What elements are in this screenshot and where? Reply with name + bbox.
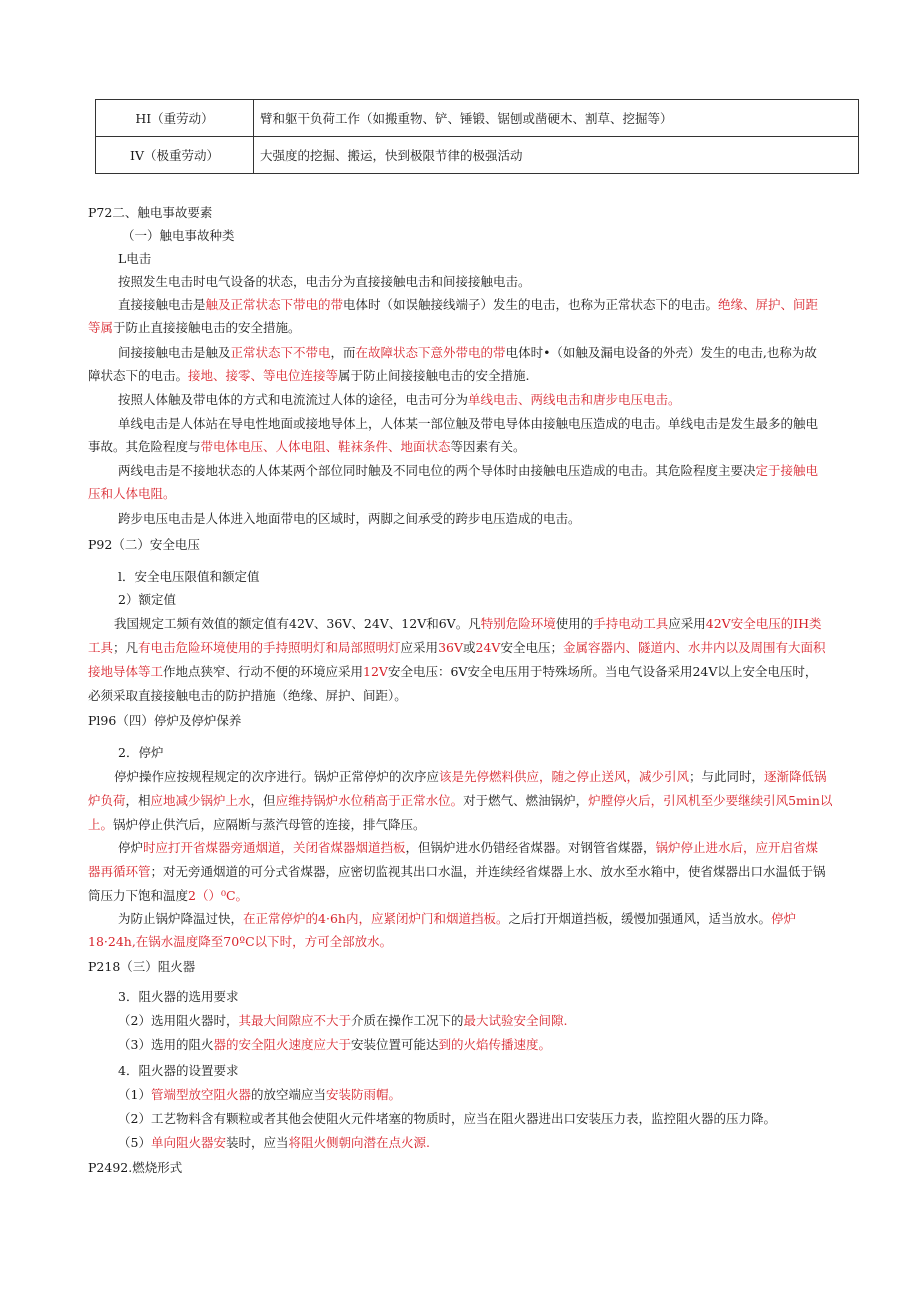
text-line [88,863,826,881]
text-segment: 我国规定工频有效值的额定值有42V、36V、24V、12V和6V。凡 [114,616,481,631]
text-segment: 停炉操作应按规程规定的次序进行。锅炉正常停炉的次序应 [114,769,440,784]
text-segment: 必须采取直接接触电击的防护措施（绝缘、屏护、间距）。 [88,688,407,703]
highlighted-text: 带电体电压、人体电阻、鞋袜条件、地面状态 [200,439,451,454]
text-segment: P92（二）安全电压 [88,537,200,552]
text-segment: 筒压力下饱和温度 [88,888,189,903]
text-segment: 等因素有关。 [450,439,526,454]
text-segment: 装时，应当 [225,1135,289,1150]
text-segment: 或 [463,640,476,655]
text-line [88,438,526,456]
text-segment: 2）额定值 [118,592,176,607]
highlighted-text: 12V [363,664,388,679]
text-segment: P2492.燃烧形式 [88,1160,183,1175]
text-segment: 对于燃气、燃油锅炉， [463,793,589,808]
highlighted-text: 管端型放空阻火器 [150,1087,251,1102]
highlighted-text: 在故障状态下意外带电的带 [355,345,506,360]
highlighted-text: 接地导体等工 [88,664,164,679]
highlighted-text: 定于接触电 [755,463,819,478]
text-line [118,462,818,480]
text-line [88,639,825,657]
highlighted-text: 器再循环管 [88,864,151,879]
text-line [88,367,530,385]
table-row [96,100,859,137]
table-cell-grade: HI（重劳动） [96,100,254,137]
highlighted-text: 应地减少锅炉上水 [150,793,251,808]
highlighted-text: 单向阻火器安 [150,1135,226,1150]
text-line [88,887,248,905]
text-segment: L电击 [118,251,152,266]
text-segment: 事故。其危险程度与 [88,439,201,454]
text-segment: 应采用 [668,616,706,631]
text-line [118,1012,567,1030]
text-line [118,1086,401,1104]
highlighted-text: 安装防雨帽。 [325,1087,401,1102]
text-segment: （2）工艺物料含有颗粒或者其他会使阻火元件堵塞的物质时，应当在阻火器进出口安装压力表，监控阻火器的压力降。 [118,1111,776,1126]
text-segment: 跨步电压电击是人体进入地面带电的区域时，两脚之间承受的跨步电压造成的电击。 [118,511,581,526]
text-line [88,958,195,976]
highlighted-text: 有电击危险环境使用的手持照明灯和局部照明灯 [138,640,401,655]
text-line [118,1062,238,1080]
text-segment: P218（三）阻火器 [88,959,196,974]
text-line [118,988,238,1006]
highlighted-text: 正常状态下不带电 [230,345,331,360]
highlighted-text: 金属容器内、隧道内、水井内以及周围有大面积 [562,640,826,655]
highlighted-text: 该是先停燃料供应，随之停止送风，减少引风 [439,769,690,784]
highlighted-text: 停炉 [770,911,796,926]
highlighted-text: 2（）⁰C。 [188,888,249,903]
text-line [88,536,200,554]
text-segment: ；凡 [113,640,139,655]
text-segment: 作地点狭窄、行动不便的环境应采用 [163,664,364,679]
text-segment: 安全电压； [500,640,563,655]
highlighted-text: 24V [475,640,501,655]
highlighted-text: 绝缘、屏护、间距 [718,297,819,312]
text-line [118,910,796,928]
text-line [118,839,818,857]
highlighted-text: 特别危险环境 [480,616,556,631]
highlighted-text: 触及正常状态下带电的带 [205,297,344,312]
text-line [118,344,817,362]
text-segment: （1） [118,1087,151,1102]
text-segment: 属于防止间接接触电击的安全措施. [338,368,530,383]
highlighted-text: 炉膛停火后，引风机至少要继续引风5min以 [588,793,833,808]
text-segment: 安装位置可能达 [350,1037,439,1052]
highlighted-text: 将阻火侧朝向潜在点火源. [288,1135,430,1150]
text-line [118,744,163,762]
highlighted-text: 应维持锅炉水位稍高于正常水位。 [275,793,464,808]
text-line [88,816,426,834]
text-segment: （5） [118,1135,151,1150]
text-segment: （一）触电事故种类 [122,228,235,243]
text-segment: Pl96（四）停炉及停炉保养 [88,713,242,728]
text-segment: 2．停炉 [118,745,164,760]
work-intensity-table [95,99,859,174]
text-segment: 停炉 [118,840,144,855]
table-cell-desc: 大强度的挖掘、搬运，快到极限节律的极强活动 [254,137,859,174]
text-line [118,1036,551,1054]
highlighted-text: 18·24h,在锅水温度降至70ºC以下时，方可全部放水。 [88,934,393,949]
text-line [88,933,392,951]
text-line [118,415,818,433]
text-segment: 为防止锅炉降温过快， [118,911,244,926]
text-line [88,792,832,810]
text-line [118,1110,776,1128]
text-segment: 两线电击是不接地状态的人体某两个部位同时触及不同电位的两个导体时由接触电压造成的电击。其危险程度主要决 [118,463,756,478]
text-segment: 单线电击是人体站在导电性地面或接地导体上，人体某一部位触及带电导体由接触电压造成的电击。单线电击是发生最多的触电 [118,416,819,431]
highlighted-text: 压和人体电阻。 [88,486,176,501]
text-segment: 4．阻火器的设置要求 [118,1063,239,1078]
table-cell-desc: 臂和躯干负荷工作（如搬重物、铲、锤锻、锯刨或凿硬木、割草、挖掘等） [254,100,859,137]
text-segment: 之后打开烟道挡板，缓慢加强通风，适当放水。 [508,911,771,926]
text-segment: l．安全电压限值和额定值 [118,569,260,584]
text-line [88,687,407,705]
text-segment: ，相 [125,793,151,808]
highlighted-text: 逐渐降低锅 [764,769,827,784]
text-segment: 电体时•（如触及漏电设备的外壳）发生的电击,也称为故 [505,345,817,360]
text-line [118,296,818,314]
highlighted-text: 到的火焰传播速度。 [438,1037,552,1052]
text-line [114,615,822,633]
table-row [96,137,859,174]
text-line [88,663,817,681]
highlighted-text: 炉负荷 [88,793,126,808]
text-segment: （2）选用阻火器时， [118,1013,239,1028]
highlighted-text: 时应打开省煤器旁通烟道，关闭省煤器烟道挡板 [143,840,406,855]
text-segment: 间接接触电击是触及 [118,345,231,360]
text-segment: （3）选用的阻火 [118,1037,214,1052]
text-segment: 应采用 [400,640,439,655]
highlighted-text: 最大试验安全间隙. [463,1013,568,1028]
text-line [118,1134,430,1152]
text-line [122,227,235,245]
highlighted-text: 器的安全阻火速度应大于 [213,1037,351,1052]
table-cell-grade: IV（极重劳动） [96,137,254,174]
text-segment: 直接接触电击是 [118,297,206,312]
text-segment: 使用的 [555,616,594,631]
text-line [88,204,212,222]
text-line [118,391,681,409]
text-segment: 障状态下的电击。 [88,368,189,383]
highlighted-text: 单线电击、两线电击和唐步电压电击。 [468,392,681,407]
text-segment: 3．阻火器的选用要求 [118,989,239,1004]
text-segment: ，但 [250,793,276,808]
text-segment: 的放空端应当 [250,1087,326,1102]
text-line [118,273,531,291]
text-segment: ；与此同时， [689,769,765,784]
text-line [88,485,176,503]
text-line [88,1159,182,1177]
text-segment: 安全电压：6V安全电压用于特殊场所。当电气设备采用24V以上安全电压时， [387,664,818,679]
text-line [88,712,241,730]
text-line [118,510,581,528]
highlighted-text: 接地、接零、等电位连接等 [188,368,339,383]
text-segment: 按照人体触及带电体的方式和电流流过人体的途径，电击可分为 [118,392,469,407]
text-segment: P72二、触电事故要素 [88,205,213,220]
text-segment: 电体时（如误触接线端子）发生的电击，也称为正常状态下的电击。 [343,297,719,312]
highlighted-text: 上。 [88,817,114,832]
text-segment: 于防止直接接触电击的安全措施。 [113,320,301,335]
text-segment: ；对无旁通烟道的可分式省煤器，应密切监视其出口水温，并连续经省煤器上水、放水至水箱中，使省煤器出口水温低于锅 [150,864,826,879]
text-line [114,768,827,786]
highlighted-text: 手持电动工具 [593,616,669,631]
text-segment: ，但锅炉进水仍错经省煤器。对钢管省煤器， [405,840,656,855]
highlighted-text: 在正常停炉的4·6h内，应紧闭炉门和烟道挡板。 [243,911,509,926]
highlighted-text: 锅炉停止进水后，应开启省煤 [655,840,819,855]
text-segment: 介质在操作工况下的 [350,1013,464,1028]
text-line [118,591,176,609]
text-line [88,319,301,337]
text-line [118,568,260,586]
highlighted-text: 其最大间隙应不大于 [238,1013,351,1028]
text-line [118,250,151,268]
text-segment: 锅炉停止供汽后，应隔断与蒸汽母管的连接，排气降压。 [113,817,426,832]
highlighted-text: 36V [438,640,463,655]
text-segment: ，而 [330,345,356,360]
highlighted-text: 42V安全电压的IH类 [705,616,822,631]
text-segment: 按照发生电击时电气设备的状态，电击分为直接接触电击和间接接触电击。 [118,274,531,289]
highlighted-text: 工具 [88,640,114,655]
highlighted-text: 等属 [88,320,114,335]
